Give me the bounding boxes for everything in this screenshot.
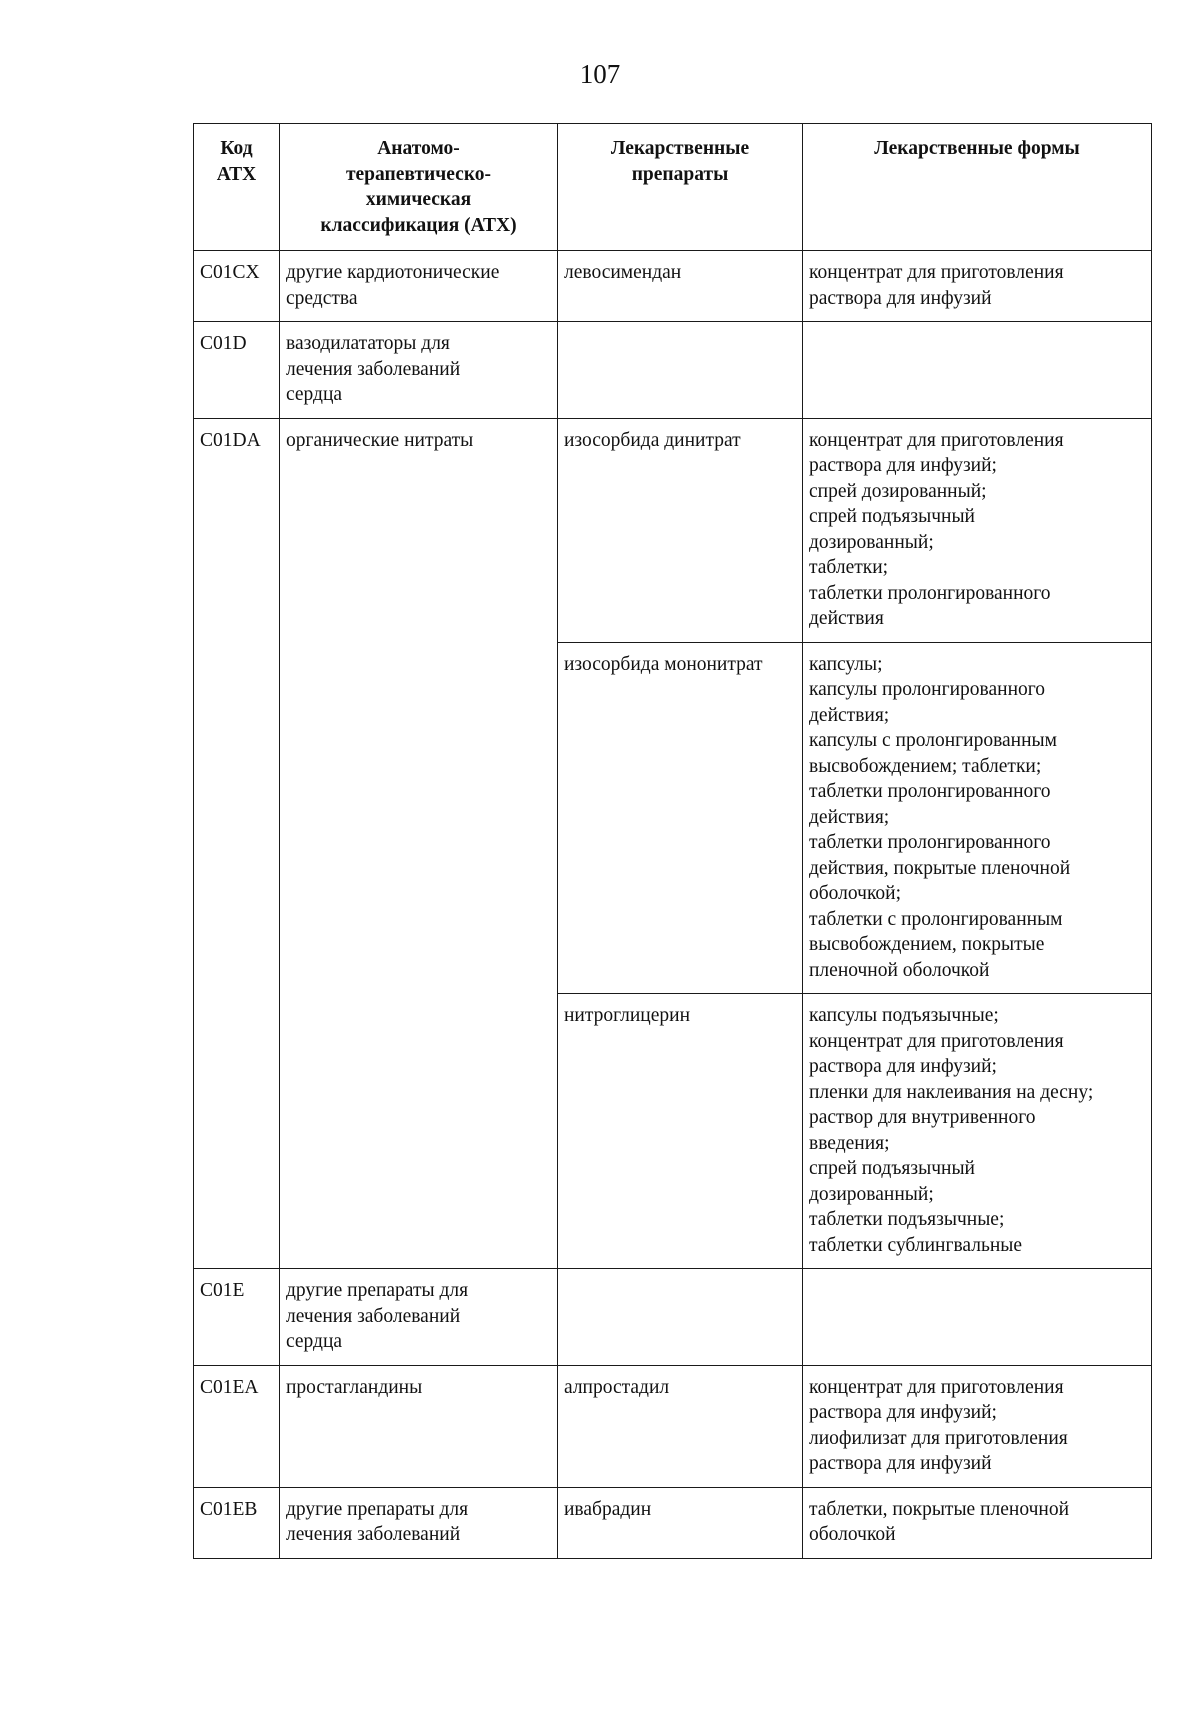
text-line: раствора для инфузий; <box>809 1402 997 1423</box>
header-forms <box>803 124 1152 251</box>
text-line: капсулы; <box>809 653 883 675</box>
text-line: сердца <box>286 384 343 405</box>
text-line: действия, покрытые пленочной <box>809 857 1071 879</box>
text-line: дозированный; <box>809 1183 934 1205</box>
text-line: спрей подъязычный <box>809 506 975 527</box>
table-body <box>194 251 1152 1559</box>
text-line: концентрат для приготовления <box>809 1376 1064 1398</box>
text-line: капсулы подъязычные; <box>809 1005 999 1026</box>
drug-name-cell <box>558 322 803 419</box>
drug-forms-cell <box>803 1269 1152 1366</box>
text-line: лиофилизат для приготовления <box>809 1427 1068 1449</box>
text-line: средства <box>286 287 358 309</box>
drug-name-cell: алпростадил <box>558 1365 803 1487</box>
text-line: лечения заболеваний <box>286 1524 461 1545</box>
text-line: раствора для инфузий <box>809 287 992 309</box>
atx-classification-cell <box>280 322 558 419</box>
text-line: таблетки с пролонгированным <box>809 908 1063 930</box>
text-line: препараты <box>631 163 729 185</box>
atx-classification-cell <box>280 251 558 322</box>
atx-classification-cell <box>280 418 558 1269</box>
text-line: высвобождением; таблетки; <box>809 755 1042 777</box>
drug-name-cell: изосорбида динитрат <box>558 418 803 642</box>
text-line: терапевтическо- <box>345 163 492 185</box>
text-line: таблетки пролонгированного <box>809 781 1051 802</box>
drug-forms-cell <box>803 322 1152 419</box>
text-line: таблетки пролонгированного <box>809 582 1051 604</box>
header-classification <box>280 124 558 251</box>
text-line: пленки для наклеивания на десну; <box>809 1081 1094 1103</box>
text-line: капсулы пролонгированного <box>809 679 1046 700</box>
table-row <box>194 418 1152 642</box>
table-row <box>194 1365 1152 1487</box>
text-line: оболочкой; <box>809 883 902 904</box>
text-line: раствора для инфузий <box>809 1453 992 1474</box>
text-line: спрей подъязычный <box>809 1158 975 1179</box>
atx-code-cell: C01EA <box>194 1365 280 1487</box>
text-line: таблетки пролонгированного <box>809 832 1051 853</box>
drug-forms-cell <box>803 1365 1152 1487</box>
text-line: АТХ <box>216 163 257 185</box>
header-drugs <box>558 124 803 251</box>
text-line: лечения заболеваний <box>286 1305 461 1327</box>
drug-name-cell: левосимендан <box>558 251 803 322</box>
text-line: таблетки подъязычные; <box>809 1209 1005 1230</box>
atx-drug-table <box>193 123 1152 1559</box>
header-row <box>194 124 1152 251</box>
atx-code-cell: C01DA <box>194 418 280 1269</box>
text-line: лечения заболеваний <box>286 358 461 380</box>
atx-code-cell: C01D <box>194 322 280 419</box>
atx-classification-cell <box>280 1269 558 1366</box>
text-line: другие препараты для <box>286 1498 469 1520</box>
table-row <box>194 251 1152 322</box>
text-line: концентрат для приготовления <box>809 262 1064 283</box>
text-line: органические нитраты <box>286 429 474 451</box>
text-line: таблетки сублингвальные <box>809 1234 1023 1256</box>
atx-code-cell: C01E <box>194 1269 280 1366</box>
drug-name-cell: ивабрадин <box>558 1487 803 1558</box>
text-line: раствора для инфузий; <box>809 1056 997 1077</box>
drug-forms-cell <box>803 994 1152 1269</box>
text-line: таблетки, покрытые пленочной <box>809 1498 1070 1520</box>
drug-forms-cell <box>803 1487 1152 1558</box>
text-line: действия; <box>809 806 890 828</box>
text-line: высвобождением, покрытые <box>809 934 1045 955</box>
drug-name-cell: нитроглицерин <box>558 994 803 1269</box>
text-line: раствор для внутривенного <box>809 1107 1036 1128</box>
text-line: капсулы с пролонгированным <box>809 730 1057 751</box>
text-line: Лекарственные <box>610 138 750 159</box>
text-line: спрей дозированный; <box>809 480 987 502</box>
text-line: сердца <box>286 1331 343 1352</box>
text-line: концентрат для приготовления <box>809 429 1064 451</box>
text-line: простагландины <box>286 1376 423 1398</box>
table-header <box>194 124 1152 251</box>
table-row <box>194 322 1152 419</box>
table-row <box>194 1487 1152 1558</box>
text-line: другие кардиотонические <box>286 262 500 283</box>
drug-forms-cell <box>803 251 1152 322</box>
drug-forms-cell <box>803 642 1152 994</box>
drug-name-cell <box>558 1269 803 1366</box>
text-line: вазодилататоры для <box>286 333 450 354</box>
text-line: введения; <box>809 1132 890 1154</box>
table-row <box>194 1269 1152 1366</box>
drug-forms-cell <box>803 418 1152 642</box>
text-line: Лекарственные формы <box>874 138 1080 159</box>
text-line: действия <box>809 608 884 629</box>
text-line: дозированный; <box>809 531 934 553</box>
text-line: химическая <box>365 189 472 210</box>
text-line: другие препараты для <box>286 1280 469 1301</box>
page-number: 107 <box>579 59 621 89</box>
text-line: Анатомо- <box>377 138 460 159</box>
text-line: раствора для инфузий; <box>809 455 997 476</box>
text-line: концентрат для приготовления <box>809 1030 1064 1052</box>
text-line: действия; <box>809 704 890 726</box>
text-line: классификация (АТХ) <box>320 214 517 236</box>
header-code <box>194 124 280 251</box>
atx-code-cell: C01EB <box>194 1487 280 1558</box>
text-line: пленочной оболочкой <box>809 959 990 981</box>
drug-name-cell: изосорбида мононитрат <box>558 642 803 994</box>
text-line: Код <box>220 138 253 159</box>
text-line: оболочкой <box>809 1524 896 1545</box>
atx-classification-cell <box>280 1365 558 1487</box>
atx-code-cell: C01CX <box>194 251 280 322</box>
atx-classification-cell <box>280 1487 558 1558</box>
text-line: таблетки; <box>809 557 889 578</box>
